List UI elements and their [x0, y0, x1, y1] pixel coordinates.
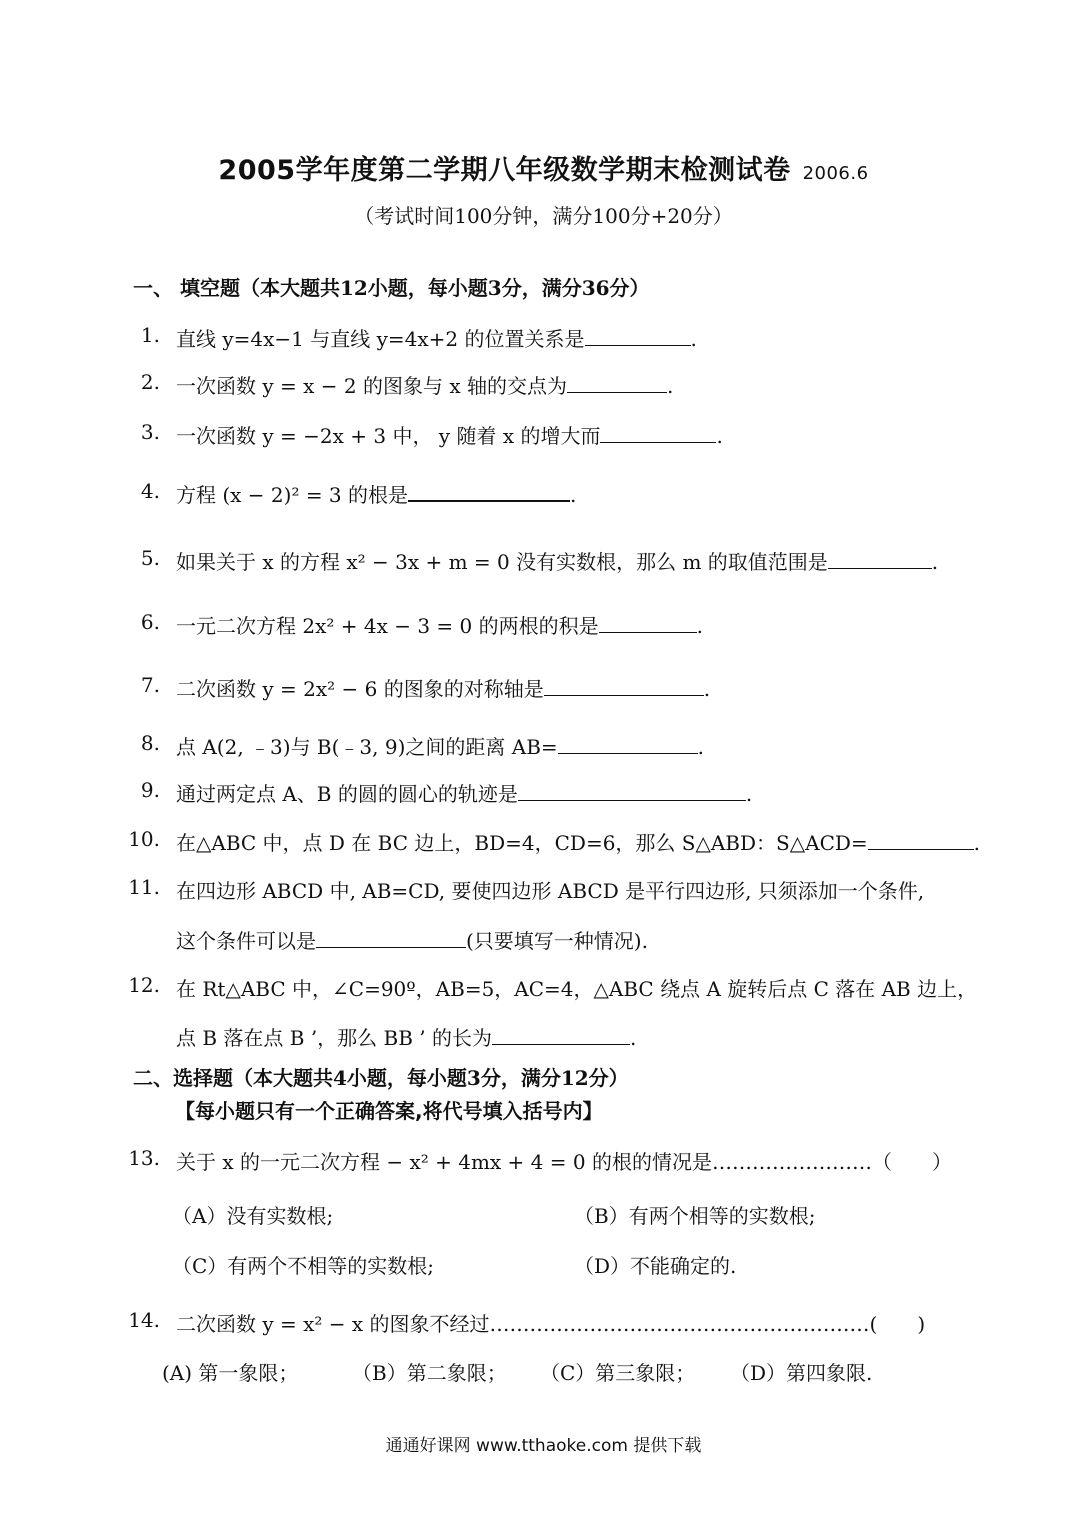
question-number: 12.: [128, 973, 160, 997]
exam-subtitle: （考试时间100分钟，满分100分+20分）: [354, 204, 733, 228]
question-12-continuation: [176, 1022, 636, 1051]
question-10: [176, 827, 980, 856]
option-a[interactable]: (A) 第一象限；: [162, 1361, 299, 1385]
question-text: 方程 (x − 2)² = 3 的根是: [176, 483, 409, 507]
answer-blank[interactable]: [518, 782, 746, 801]
question-end: .: [703, 677, 711, 701]
question-number: 2.: [140, 370, 160, 394]
question-end: .: [697, 735, 705, 759]
answer-blank[interactable]: [316, 929, 466, 948]
question-1: [176, 323, 697, 352]
section-2-heading: 二、选择题（本大题共4小题，每小题3分，满分12分）: [133, 1066, 629, 1090]
section-1-heading: 一、 填空题（本大题共12小题，每小题3分，满分36分）: [133, 276, 650, 300]
question-text: 在△ABC 中，点 D 在 BC 边上，BD=4，CD=6，那么 S△ABD：S△ACD=: [176, 831, 868, 855]
question-13: 关于 x 的一元二次方程 − x² + 4mx + 4 = 0 的根的情况是……………………（ ）: [176, 1150, 952, 1174]
question-text: 一次函数 y = x − 2 的图象与 x 轴的交点为: [176, 374, 567, 398]
question-text: 一元二次方程 2x² + 4x − 3 = 0 的两根的积是: [176, 614, 599, 638]
question-end: .: [745, 782, 753, 806]
question-number: 13.: [128, 1146, 160, 1170]
question-text: 直线 y=4x−1 与直线 y=4x+2 的位置关系是: [176, 327, 585, 351]
question-end: .: [931, 550, 939, 574]
footer-source: 通通好课网 www.tthaoke.com 提供下载: [385, 1436, 702, 1456]
question-5: [176, 546, 938, 575]
answer-blank[interactable]: [408, 482, 570, 502]
question-12: 在 Rt△ABC 中，∠C=90º，AB=5，AC=4，△ABC 绕点 A 旋转后点 C 落在 AB 边上，: [176, 977, 978, 1001]
answer-blank[interactable]: [599, 614, 697, 633]
answer-blank[interactable]: [544, 677, 704, 696]
question-end: (只要填写一种情况).: [466, 929, 648, 953]
option-c[interactable]: （C）有两个不相等的实数根;: [172, 1254, 435, 1278]
question-text: 一次函数 y = −2x + 3 中， y 随着 x 的增大而: [176, 424, 601, 448]
question-end: .: [630, 1026, 637, 1050]
question-text: 如果关于 x 的方程 x² − 3x + m = 0 没有实数根，那么 m 的取值范围是: [176, 550, 828, 574]
question-end: .: [570, 483, 577, 507]
question-number: 6.: [140, 610, 160, 634]
question-end: .: [666, 374, 674, 398]
question-number: 5.: [140, 546, 160, 570]
question-end: .: [973, 831, 981, 855]
option-a[interactable]: （A）没有实数根;: [172, 1204, 334, 1228]
option-d[interactable]: （D）不能确定的.: [574, 1254, 737, 1278]
question-number: 3.: [140, 420, 160, 444]
section-2-instruction: 【每小题只有一个正确答案,将代号填入括号内】: [175, 1099, 603, 1123]
answer-blank[interactable]: [868, 831, 974, 850]
question-number: 14.: [128, 1308, 160, 1332]
question-number: 10.: [128, 827, 160, 851]
title-text: 2005学年度第二学期八年级数学期末检测试卷: [218, 155, 791, 186]
question-3: [176, 420, 723, 449]
question-end: .: [716, 424, 723, 448]
answer-blank[interactable]: [585, 327, 691, 346]
question-11: 在四边形 ABCD 中, AB=CD, 要使四边形 ABCD 是平行四边形, 只须添加一个条件,: [176, 879, 925, 903]
question-number: 1.: [140, 323, 160, 347]
question-text: 点 B 落在点 B ’，那么 BB ’ 的长为: [176, 1026, 493, 1050]
question-text: 二次函数 y = 2x² − 6 的图象的对称轴是: [176, 677, 544, 701]
question-4: [176, 479, 576, 508]
question-number: 8.: [140, 731, 160, 755]
question-14: 二次函数 y = x² − x 的图象不经过…………………………………………………( ): [176, 1312, 926, 1336]
question-text: 通过两定点 A、B 的圆的圆心的轨迹是: [176, 782, 518, 806]
answer-blank[interactable]: [492, 1026, 630, 1045]
page-title: [0, 148, 1087, 187]
question-8: [176, 731, 704, 760]
answer-blank[interactable]: [558, 735, 698, 754]
question-6: [176, 610, 703, 639]
question-end: .: [696, 614, 703, 638]
answer-blank[interactable]: [600, 424, 716, 443]
question-9: [176, 778, 752, 807]
answer-blank[interactable]: [567, 374, 667, 393]
question-text: 这个条件可以是: [176, 929, 316, 953]
question-2: [176, 370, 673, 399]
question-end: .: [690, 327, 697, 351]
question-number: 4.: [140, 479, 160, 503]
question-text: 点 A(2, ﹣3)与 B(﹣3, 9)之间的距离 AB=: [176, 735, 558, 759]
answer-blank[interactable]: [828, 550, 932, 569]
question-number: 11.: [128, 875, 160, 899]
title-date: 2006.6: [802, 163, 869, 184]
option-c[interactable]: （C）第三象限；: [540, 1361, 696, 1385]
option-d[interactable]: （D）第四象限.: [730, 1361, 873, 1385]
question-number: 7.: [140, 673, 160, 697]
question-7: [176, 673, 710, 702]
question-number: 9.: [140, 778, 160, 802]
question-11-continuation: [176, 925, 648, 954]
option-b[interactable]: （B）有两个相等的实数根;: [574, 1204, 816, 1228]
option-b[interactable]: （B）第二象限；: [352, 1361, 507, 1385]
